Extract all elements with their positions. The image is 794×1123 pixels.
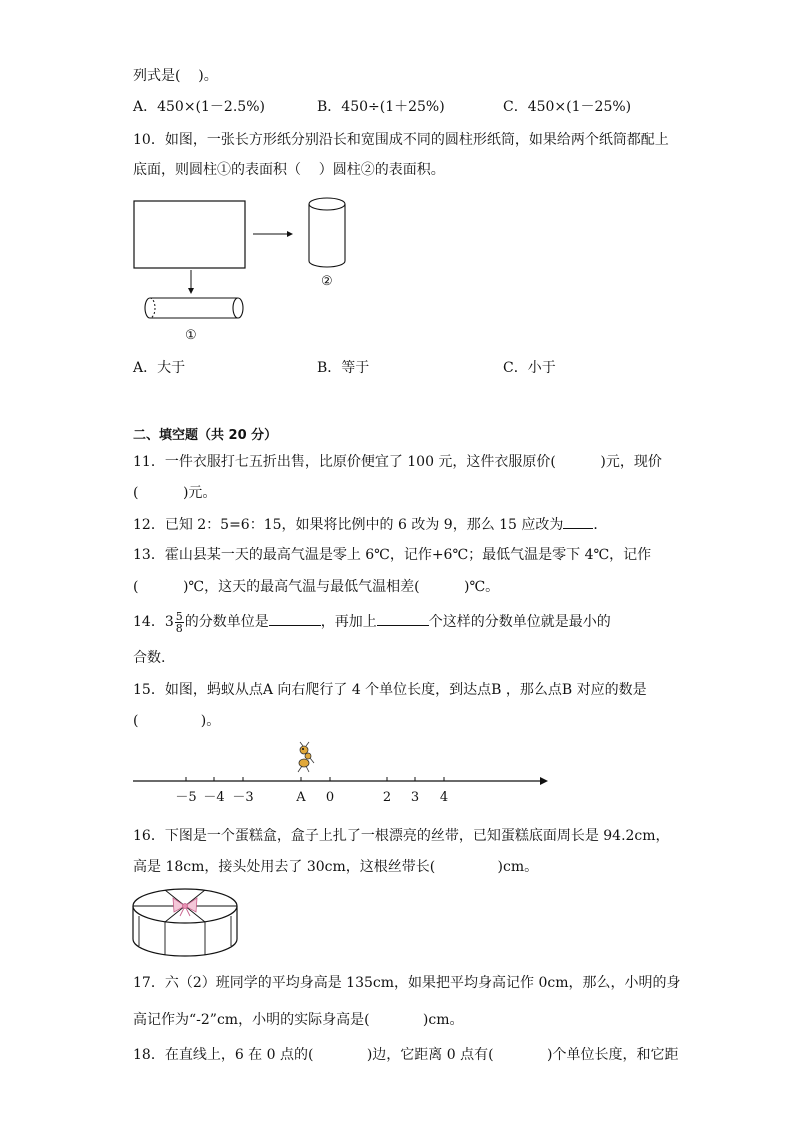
- q14-text-line1: [133, 609, 611, 635]
- q12-answer-blank[interactable]: [563, 514, 593, 529]
- q18-text-line1: 18．在直线上，6 在 0 点的( )边，它距离 0 点有( )个单位长度，和它距: [133, 1047, 679, 1063]
- q13-text-line2: ( )℃，这天的最高气温与最低气温相差( )℃。: [133, 579, 500, 595]
- rectangle-to-cylinders-figure: [125, 190, 385, 345]
- number-line-label: 4: [439, 790, 449, 805]
- q14-denominator: 8: [175, 621, 183, 635]
- q12-after: ．: [593, 517, 608, 533]
- number-line-label: －5: [175, 790, 197, 805]
- q10-option-a: A．大于: [133, 360, 186, 376]
- q14-blank-2[interactable]: [377, 611, 429, 626]
- number-line-label: 2: [382, 790, 392, 805]
- q17-text-line1: 17．六（2）班同学的平均身高是 135cm，如果把平均身高记作 0cm，那么，小明的身: [133, 975, 681, 991]
- cylinder-2: [309, 198, 345, 267]
- number-line-label: 3: [410, 790, 420, 805]
- q9-option-a: A．450×(1－2.5%): [133, 99, 265, 115]
- q14-fraction: [175, 611, 184, 634]
- q14-end: 个这样的分数单位就是最小的: [428, 614, 611, 630]
- cylinder-1-label: ①: [185, 328, 197, 343]
- q10-text-line1: 10．如图，一张长方形纸分别沿长和宽围成不同的圆柱形纸筒，如果给两个纸筒都配上: [133, 132, 669, 148]
- q15-text-line2: ( )。: [133, 713, 221, 729]
- number-line-label: A: [296, 790, 306, 805]
- cylinder-2-label: ②: [321, 274, 333, 289]
- q16-text-line2: 高是 18cm，接头处用去了 30cm，这根丝带长( )cm。: [133, 859, 539, 875]
- q16-text-line1: 16．下图是一个蛋糕盒，盒子上扎了一根漂亮的丝带，已知蛋糕底面周长是 94.2cm，: [133, 828, 670, 844]
- number-line-label: －3: [232, 790, 254, 805]
- section-title-fill-in: 二、填空题（共 20 分）: [133, 428, 278, 443]
- q14-numerator: 5: [175, 609, 183, 623]
- q14-mid1: 的分数单位是: [184, 614, 269, 630]
- q9-option-b: B．450÷(1＋25%): [317, 99, 445, 115]
- ant-icon: [298, 742, 314, 772]
- q11-text-line2: ( )元。: [133, 485, 217, 501]
- q17-text-line2: 高记作为“-2”cm，小明的实际身高是( )cm。: [133, 1012, 464, 1028]
- q14-text-line2: 合数.: [133, 650, 166, 666]
- number-line-figure: [125, 740, 555, 805]
- q12-text: [133, 514, 607, 535]
- q10-option-b: B．等于: [317, 360, 370, 376]
- q14-prefix: 14．: [133, 614, 165, 630]
- number-line-label: －4: [203, 790, 225, 805]
- q12-before: 12．已知 2：5=6：15，如果将比例中的 6 改为 9，那么 15 应改为: [133, 517, 564, 533]
- q10-option-c: C．小于: [503, 360, 556, 376]
- q9-option-c: C．450×(1－25%): [503, 99, 632, 115]
- q15-text-line1: 15．如图，蚂蚁从点A 向右爬行了 4 个单位长度，到达点B ，那么点B 对应的数是: [133, 682, 647, 698]
- q14-whole: 3: [164, 614, 174, 630]
- number-line-label: 0: [325, 790, 335, 805]
- q14-blank-1[interactable]: [269, 611, 321, 626]
- q10-text-line2: 底面，则圆柱①的表面积（ ）圆柱②的表面积。: [133, 162, 445, 178]
- q13-text-line1: 13．霍山县某一天的最高气温是零上 6℃，记作+6℃；最低气温是零下 4℃，记作: [133, 547, 652, 563]
- q14-mid2: ，再加上: [320, 614, 377, 630]
- q11-text-line1: 11．一件衣服打七五折出售，比原价便宜了 100 元，这件衣服原价( )元，现价: [133, 454, 662, 470]
- cylinder-1: [145, 298, 243, 318]
- cake-box-figure: [125, 884, 245, 960]
- paper-rectangle: [134, 201, 245, 268]
- q9-tail: 列式是( )。: [133, 68, 218, 84]
